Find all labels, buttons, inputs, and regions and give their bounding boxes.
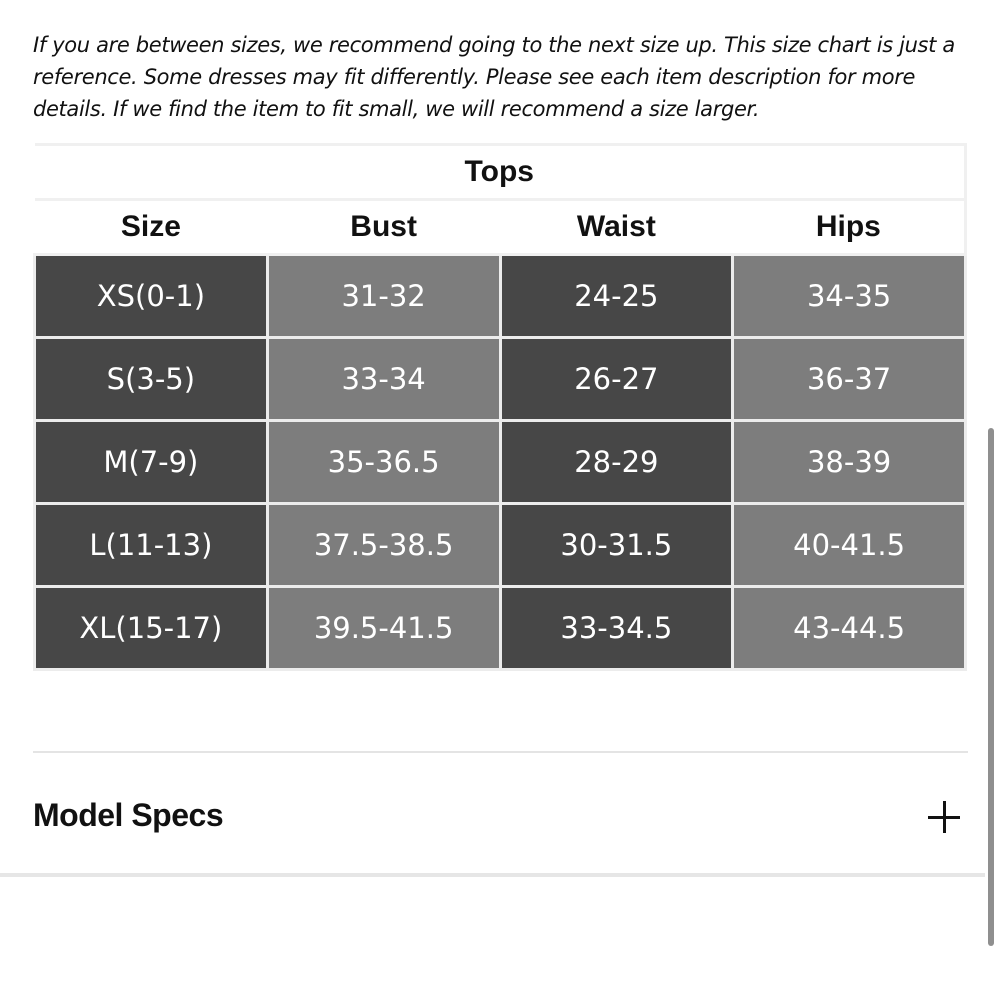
- column-header-size: Size: [35, 200, 268, 255]
- bust-cell: 39.5-41.5: [267, 587, 500, 670]
- waist-cell: 24-25: [500, 255, 733, 338]
- hips-cell: 34-35: [733, 255, 966, 338]
- column-header-waist: Waist: [500, 200, 733, 255]
- table-row: [35, 587, 966, 670]
- hips-cell: 36-37: [733, 338, 966, 421]
- column-header-hips: Hips: [733, 200, 966, 255]
- model-specs-accordion[interactable]: [33, 760, 968, 870]
- model-specs-title: Model Specs: [33, 796, 224, 833]
- table-header-row: [35, 200, 966, 255]
- waist-cell: 30-31.5: [500, 504, 733, 587]
- column-header-bust: Bust: [267, 200, 500, 255]
- table-row: [35, 338, 966, 421]
- hips-cell: 43-44.5: [733, 587, 966, 670]
- accordion-divider-top: [33, 751, 968, 753]
- size-recommendation-note: If you are between sizes, we recommend going to the next size up. This size chart is just a reference. Some dresses may fit differently. Please see each item description for more details. If we find the item to fit small, we will recommend a size larger.: [33, 33, 955, 121]
- waist-cell: 33-34.5: [500, 587, 733, 670]
- bust-cell: 31-32: [267, 255, 500, 338]
- table-title: Tops: [35, 145, 966, 200]
- table-row: [35, 255, 966, 338]
- table-row: [35, 421, 966, 504]
- bust-cell: 35-36.5: [267, 421, 500, 504]
- hips-cell: 40-41.5: [733, 504, 966, 587]
- bust-cell: 37.5-38.5: [267, 504, 500, 587]
- size-cell: XS(0-1): [35, 255, 268, 338]
- size-cell: XL(15-17): [35, 587, 268, 670]
- page-lower-area: [0, 877, 1000, 1000]
- bust-cell: 33-34: [267, 338, 500, 421]
- size-cell: M(7-9): [35, 421, 268, 504]
- hips-cell: 38-39: [733, 421, 966, 504]
- size-chart-table: [33, 143, 967, 671]
- scrollbar-thumb[interactable]: [988, 428, 994, 946]
- waist-cell: 26-27: [500, 338, 733, 421]
- size-cell: S(3-5): [35, 338, 268, 421]
- waist-cell: 28-29: [500, 421, 733, 504]
- table-title-row: [35, 145, 966, 200]
- table-row: [35, 504, 966, 587]
- plus-icon[interactable]: [928, 801, 960, 833]
- size-cell: L(11-13): [35, 504, 268, 587]
